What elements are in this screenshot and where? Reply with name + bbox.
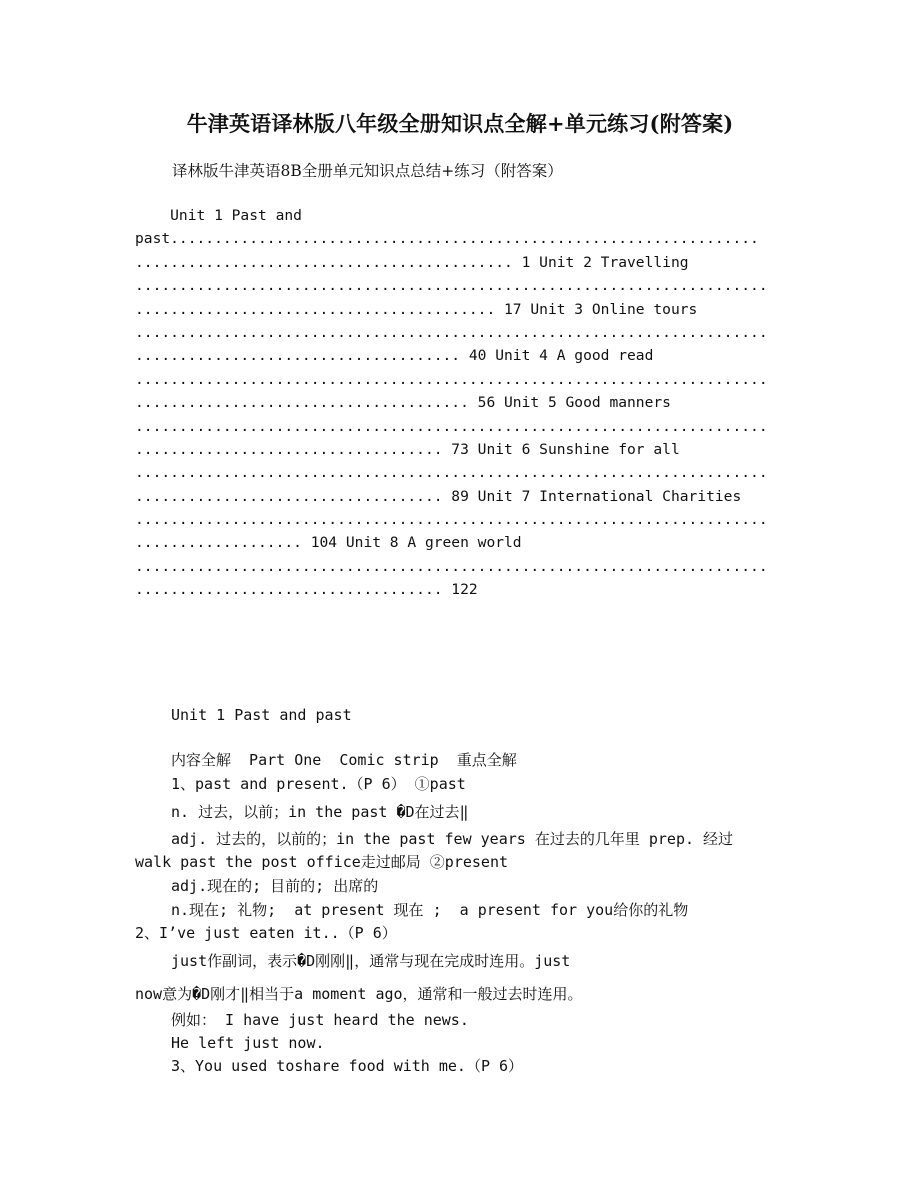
toc-line: ........................................................................ xyxy=(135,557,768,575)
toc-line: ........................................................................ xyxy=(135,417,768,435)
document-title: 牛津英语译林版八年级全册知识点全解+单元练习(附答案) xyxy=(186,111,734,136)
toc-line: past................................................................... xyxy=(135,230,759,248)
unit-heading: Unit 1 Past and past xyxy=(171,706,352,724)
section-line: 内容全解 Part One Comic strip 重点全解 xyxy=(171,751,517,769)
item-1: 1、past and present.（P 6） ①past xyxy=(171,775,466,793)
toc-line: ................................... 73 Unit 6 Sunshine for all xyxy=(135,440,680,458)
toc-line: ........................................... 1 Unit 2 Travelling xyxy=(135,253,689,271)
item-1-noun: n. 过去，以前；in the past �D在过去‖ xyxy=(171,803,469,821)
toc-line: ........................................................................ xyxy=(135,370,768,388)
example-line-2: He left just now. xyxy=(171,1034,325,1052)
toc-line: ........................................................................ xyxy=(135,511,768,529)
document-subtitle: 译林版牛津英语8B全册单元知识点总结+练习（附答案） xyxy=(172,162,563,180)
item-1-n2: n.现在; 礼物; at present 现在 ; a present for you给你的礼物 xyxy=(171,901,689,919)
toc-line: ................... 104 Unit 8 A green world xyxy=(135,534,522,552)
toc-line: ........................................................................ xyxy=(135,277,768,295)
item-3: 3、You used toshare food with me.（P 6） xyxy=(171,1057,524,1075)
toc-line: ......................................... 17 Unit 3 Online tours xyxy=(135,300,698,318)
toc-line: ..................................... 40 Unit 4 A good read xyxy=(135,347,654,365)
item-2: 2、I’ve just eaten it..（P 6） xyxy=(135,924,397,942)
item-2-desc: just作副词，表示�D刚刚‖，通常与现在完成时连用。just xyxy=(171,952,571,970)
toc-line: ................................... 122 xyxy=(135,581,478,599)
item-1-walk: walk past the post office走过邮局 ②present xyxy=(135,853,509,871)
item-2-desc2: now意为�D刚才‖相当于a moment ago，通常和一般过去时连用。 xyxy=(135,985,583,1003)
toc-line: ...................................... 56 Unit 5 Good manners xyxy=(135,394,671,412)
toc-line: ........................................................................ xyxy=(135,464,768,482)
table-of-contents xyxy=(135,204,787,602)
item-1-adj2: adj.现在的; 目前的; 出席的 xyxy=(171,877,379,895)
example-line: 例如： I have just heard the news. xyxy=(171,1011,469,1029)
toc-line: ................................... 89 Unit 7 International Charities xyxy=(135,487,742,505)
toc-line: ........................................................................ xyxy=(135,323,768,341)
item-1-adj: adj. 过去的，以前的；in the past few years 在过去的几年里 prep. 经过 xyxy=(171,830,734,848)
toc-line: Unit 1 Past and xyxy=(135,207,302,224)
